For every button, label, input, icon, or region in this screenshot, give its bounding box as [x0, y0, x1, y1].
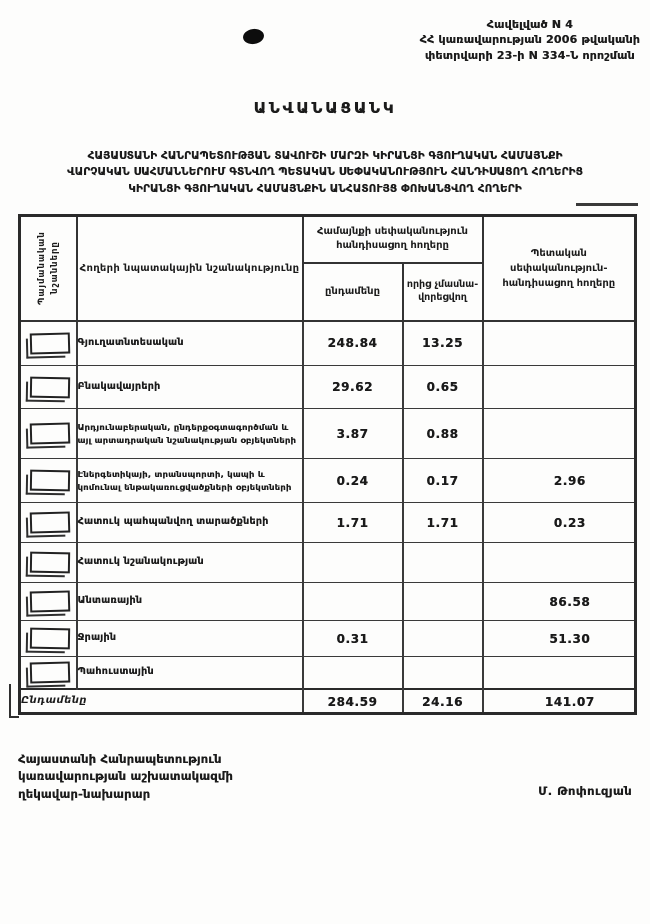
legend-box-icon — [30, 590, 71, 612]
value-total: 29.62 — [303, 366, 403, 409]
subtitle-line-1: ՀԱՅԱՍՏԱՆԻ ՀԱՆՐԱՊԵՏՈՒԹՅԱՆ ՏԱՎՈՒՇԻ ՄԱՐԶԻ ԿԻՐԱՆՑԻ ԳՅՈՒՂԱԿԱՆ ՀԱՄԱՅՆՔԻ — [87, 150, 563, 162]
value-state — [483, 409, 636, 459]
legend-box-icon — [30, 470, 70, 492]
symbol-cell — [20, 543, 77, 583]
symbol-cell — [20, 459, 77, 503]
value-total: 248.84 — [303, 321, 403, 366]
document-subtitle — [0, 148, 650, 197]
total-value-of-which: 24.16 — [403, 689, 483, 714]
total-value-state: 141.07 — [483, 689, 636, 714]
table-row — [20, 321, 636, 366]
land-category-label: Էներգետիկայի, տրանսպորտի, կապի և կոմունալ ենթակառուցվածքների օբյեկտների — [77, 459, 303, 503]
document-title: ԱՆՎԱՆԱՑԱՆԿ — [253, 99, 397, 117]
land-category-label: Հատուկ նշանակության — [77, 543, 303, 583]
value-of-which: 0.65 — [403, 366, 483, 409]
land-category-label: Գյուղատնտեսական — [77, 321, 303, 366]
land-transfer-table — [18, 214, 637, 715]
symbol-cell — [20, 583, 77, 621]
symbol-cell — [20, 657, 77, 689]
legend-box-icon — [30, 628, 70, 650]
header-land-purpose: Հողերի նպատակային նշանակությունը — [77, 216, 303, 321]
value-state: 51.30 — [483, 621, 636, 657]
value-of-which — [403, 621, 483, 657]
symbol-cell — [20, 409, 77, 459]
table-row — [20, 459, 636, 503]
table-row — [20, 583, 636, 621]
table-row — [20, 409, 636, 459]
value-state — [483, 657, 636, 689]
value-total: 0.24 — [303, 459, 403, 503]
value-total: 3.87 — [303, 409, 403, 459]
symbols-header-label: Պայմանական նշանները — [36, 231, 60, 306]
subtitle-line-3: ԿԻՐԱՆՑԻ ԳՅՈՒՂԱԿԱՆ ՀԱՄԱՅՆՔԻՆ ԱՆՀԱՏՈՒՅՑ ՓՈԽԱՆՑՎՈՂ ՀՈՂԵՐԻ — [128, 182, 522, 195]
value-state: 2.96 — [483, 459, 636, 503]
legend-box-icon — [30, 661, 71, 683]
legend-box-icon — [30, 332, 71, 354]
table-row — [20, 366, 636, 409]
value-total: 0.31 — [303, 621, 403, 657]
scan-line-artifact — [576, 203, 638, 206]
total-value-total: 284.59 — [303, 689, 403, 714]
table-row — [20, 503, 636, 543]
table-row — [20, 543, 636, 583]
value-total — [303, 657, 403, 689]
header-total: ընդամենը — [303, 263, 403, 321]
symbol-cell — [20, 321, 77, 366]
table-total-row — [20, 689, 636, 714]
table-row — [20, 621, 636, 657]
ink-blot-artifact — [242, 28, 265, 46]
value-of-which: 0.17 — [403, 459, 483, 503]
value-state — [483, 321, 636, 366]
value-state — [483, 543, 636, 583]
legend-box-icon — [30, 422, 71, 444]
signature-line-3: ղեկավար-նախարար — [18, 786, 151, 801]
value-state: 0.23 — [483, 503, 636, 543]
value-state: 86.58 — [483, 583, 636, 621]
legend-box-icon — [30, 511, 71, 533]
value-of-which — [403, 583, 483, 621]
header-state-lands: Պետական սեփականություն- հանդիսացող հողերը — [483, 216, 636, 321]
appendix-reference — [420, 17, 640, 63]
land-category-label: Արդյունաբերական, ընդերքօգտագործման և այլ արտադրական նշանակության օբյեկտների — [77, 409, 303, 459]
total-label: Ընդամենը — [20, 689, 303, 714]
appendix-line-2: ՀՀ կառավարության 2006 թվականի — [419, 33, 640, 47]
land-category-label: Հատուկ պահպանվող տարածքների — [77, 503, 303, 543]
land-category-label: Ջրային — [77, 621, 303, 657]
land-category-label: Պահուստային — [77, 657, 303, 689]
symbol-cell — [20, 366, 77, 409]
value-total — [303, 583, 403, 621]
subtitle-line-2: ՎԱՐՉԱԿԱՆ ՍԱՀՄԱՆՆԵՐՈՒՄ ԳՏՆՎՈՂ ՊԵՏԱԿԱՆ ՍԵՓԱԿԱՆՈՒԹՅՈՒՆ ՀԱՆԴԻՍԱՑՈՂ ՀՈՂԵՐԻՑ — [67, 166, 583, 179]
signer-name: Մ. Թոփուզյան — [538, 784, 632, 798]
symbol-cell — [20, 621, 77, 657]
symbol-cell — [20, 503, 77, 543]
header-of-which-nonprivatizable: որից չմասնա- վորեցվող — [403, 263, 483, 321]
value-of-which: 1.71 — [403, 503, 483, 543]
land-category-label: Բնակավայրերի — [77, 366, 303, 409]
value-of-which: 0.88 — [403, 409, 483, 459]
legend-box-icon — [30, 376, 70, 398]
appendix-line-1: Հավելված N 4 — [486, 18, 573, 31]
land-category-label: Անտառային — [77, 583, 303, 621]
value-total — [303, 543, 403, 583]
header-symbols — [20, 216, 77, 321]
signature-line-1: Հայաստանի Հանրապետություն — [18, 752, 222, 766]
value-of-which — [403, 657, 483, 689]
value-of-which — [403, 543, 483, 583]
value-state — [483, 366, 636, 409]
table-row — [20, 657, 636, 689]
value-total: 1.71 — [303, 503, 403, 543]
signature-line-2: կառավարության աշխատակազմի — [18, 769, 233, 784]
appendix-line-3: փետրվարի 23-ի N 334-Ն որոշման — [424, 48, 635, 62]
legend-box-icon — [30, 552, 70, 574]
signature-block — [18, 751, 233, 803]
header-community-lands-group: Համայնքի սեփականություն հանդիսացող հողերը — [303, 216, 483, 263]
value-of-which: 13.25 — [403, 321, 483, 366]
